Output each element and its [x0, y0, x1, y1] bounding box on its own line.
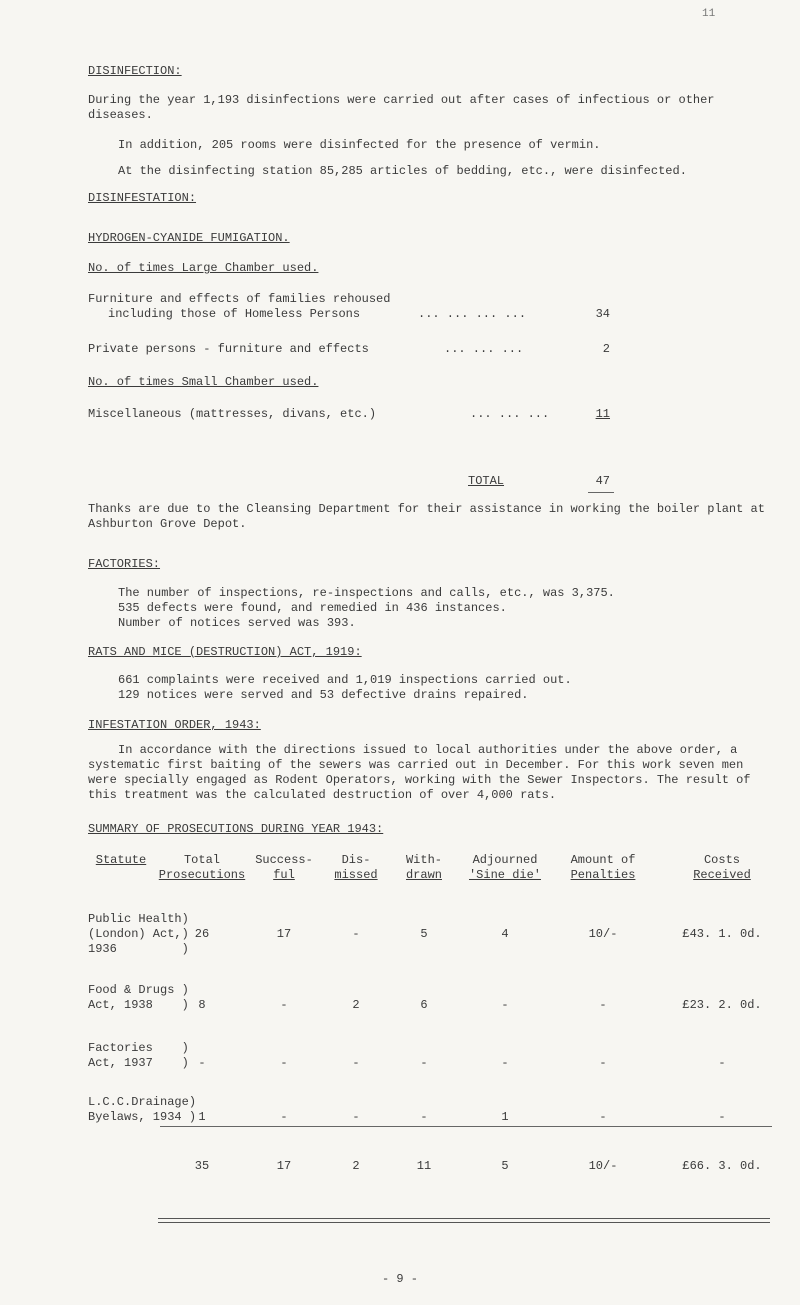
statute-cell: Byelaws, 1934 ) [88, 1110, 197, 1124]
total-cell: £66. 3. 0d. [682, 1159, 762, 1173]
private-persons-label: Private persons - furniture and effects [88, 342, 369, 356]
statute-cell: 1936 ) [88, 942, 189, 956]
table-cell: - [420, 1056, 428, 1070]
statute-cell: (London) Act,) [88, 927, 189, 941]
statute-cell: Act, 1938 ) [88, 998, 189, 1012]
factories-inspections: The number of inspections, re-inspections and calls, etc., was 3,375. [118, 586, 615, 600]
table-cell: - [718, 1110, 726, 1124]
statute-cell: Act, 1937 ) [88, 1056, 189, 1070]
rats-complaints: 661 complaints were received and 1,019 inspections carried out. [118, 673, 572, 687]
fumigation-subheading: HYDROGEN-CYANIDE FUMIGATION. [88, 231, 290, 245]
table-cell: - [599, 998, 607, 1012]
homeless-persons-label: including those of Homeless Persons [108, 307, 361, 321]
table-cell: - [280, 998, 288, 1012]
factories-heading: FACTORIES: [88, 557, 161, 571]
furniture-rehoused-label: Furniture and effects of families rehoused [88, 292, 391, 306]
table-cell: 1 [198, 1110, 206, 1124]
total-cell: 35 [194, 1159, 210, 1173]
column-header: Statute [95, 853, 147, 867]
total-cell: 5 [501, 1159, 509, 1173]
private-persons-count: 2 [602, 342, 610, 356]
table-cell: 1 [501, 1110, 509, 1124]
table-cell: - [280, 1056, 288, 1070]
corner-mark: 11 [702, 8, 716, 20]
table-cell: 10/- [588, 927, 618, 941]
column-header: Penalties [570, 868, 636, 882]
column-header: Costs [703, 853, 740, 867]
large-chamber-heading: No. of times Large Chamber used. [88, 261, 319, 275]
disinfection-heading: DISINFECTION: [88, 64, 182, 78]
disinfection-paragraph-2: In addition, 205 rooms were disinfected for the presence of vermin. [118, 138, 601, 152]
disinfection-paragraph-3: At the disinfecting station 85,285 articles of bedding, etc., were disinfected. [118, 164, 687, 178]
column-header: Dis- [341, 853, 371, 867]
column-header: Total [183, 853, 220, 867]
infestation-heading: INFESTATION ORDER, 1943: [88, 718, 261, 732]
statute-cell: Factories ) [88, 1041, 189, 1055]
miscellaneous-count: 11 [595, 407, 610, 421]
table-cell: 26 [194, 927, 210, 941]
total-cell: 2 [352, 1159, 360, 1173]
column-header: Adjourned [472, 853, 538, 867]
rehoused-count: 34 [595, 307, 610, 321]
table-cell: 5 [420, 927, 428, 941]
rats-notices: 129 notices were served and 53 defective drains repaired. [118, 688, 529, 702]
table-cell: 4 [501, 927, 509, 941]
column-header: Prosecutions [158, 868, 246, 882]
table-cell: - [599, 1056, 607, 1070]
table-cell: 6 [420, 998, 428, 1012]
table-cell: 2 [352, 998, 360, 1012]
leader-dots: ... ... ... [444, 342, 524, 356]
column-header: Received [693, 868, 751, 882]
leader-dots: ... ... ... ... [418, 307, 527, 321]
table-cell: - [501, 998, 509, 1012]
table-cell: - [599, 1110, 607, 1124]
page-number: - 9 - [381, 1272, 418, 1286]
prosecutions-heading: SUMMARY OF PROSECUTIONS DURING YEAR 1943: [88, 822, 384, 836]
table-cell: - [420, 1110, 428, 1124]
column-header: With- [405, 853, 442, 867]
total-cell: 11 [416, 1159, 432, 1173]
total-underline [588, 492, 614, 493]
rats-heading: RATS AND MICE (DESTRUCTION) ACT, 1919: [88, 645, 362, 659]
total-cell: 17 [276, 1159, 292, 1173]
table-cell: - [352, 1110, 360, 1124]
column-header: ful [273, 868, 295, 882]
table-cell: - [198, 1056, 206, 1070]
total-cell: 10/- [588, 1159, 618, 1173]
disinfestation-heading: DISINFESTATION: [88, 191, 197, 205]
total-count: 47 [595, 474, 610, 488]
disinfection-paragraph-1: During the year 1,193 disinfections were carried out after cases of infectious or other diseases. [88, 93, 715, 122]
statute-cell: L.C.C.Drainage) [88, 1095, 197, 1109]
table-cell: 8 [198, 998, 206, 1012]
table-cell: - [280, 1110, 288, 1124]
table-cell: 17 [276, 927, 292, 941]
column-header: missed [334, 868, 378, 882]
small-chamber-heading: No. of times Small Chamber used. [88, 375, 319, 389]
table-cell: £43. 1. 0d. [682, 927, 762, 941]
column-header: drawn [405, 868, 442, 882]
statute-cell: Public Health) [88, 912, 189, 926]
table-cell: - [352, 1056, 360, 1070]
miscellaneous-label: Miscellaneous (mattresses, divans, etc.) [88, 407, 377, 421]
table-cell: - [352, 927, 360, 941]
totals-rule [160, 1126, 772, 1127]
factories-notices: Number of notices served was 393. [118, 616, 356, 630]
leader-dots: ... ... ... [470, 407, 550, 421]
table-bottom-rule [158, 1218, 770, 1223]
statute-cell: Food & Drugs ) [88, 983, 189, 997]
thanks-paragraph: Thanks are due to the Cleansing Department for their assistance in working the boiler plant at Ashburton Grove Depot. [88, 502, 765, 531]
total-label: TOTAL [468, 474, 505, 488]
column-header: Success- [255, 853, 313, 867]
table-cell: £23. 2. 0d. [682, 998, 762, 1012]
table-cell: - [718, 1056, 726, 1070]
infestation-paragraph: In accordance with the directions issued to local authorities under the above order, a systematic first baiting of the sewers was carried out in December. For this work seven men were specially engaged as Rodent Operators, working with the Sewer Inspectors. The result of this treatment was the calculated destruction of over 4,000 rats. [88, 743, 751, 802]
column-header: Amount of [570, 853, 636, 867]
column-header: 'Sine die' [468, 868, 541, 882]
factories-defects: 535 defects were found, and remedied in 436 instances. [118, 601, 507, 615]
table-cell: - [501, 1056, 509, 1070]
